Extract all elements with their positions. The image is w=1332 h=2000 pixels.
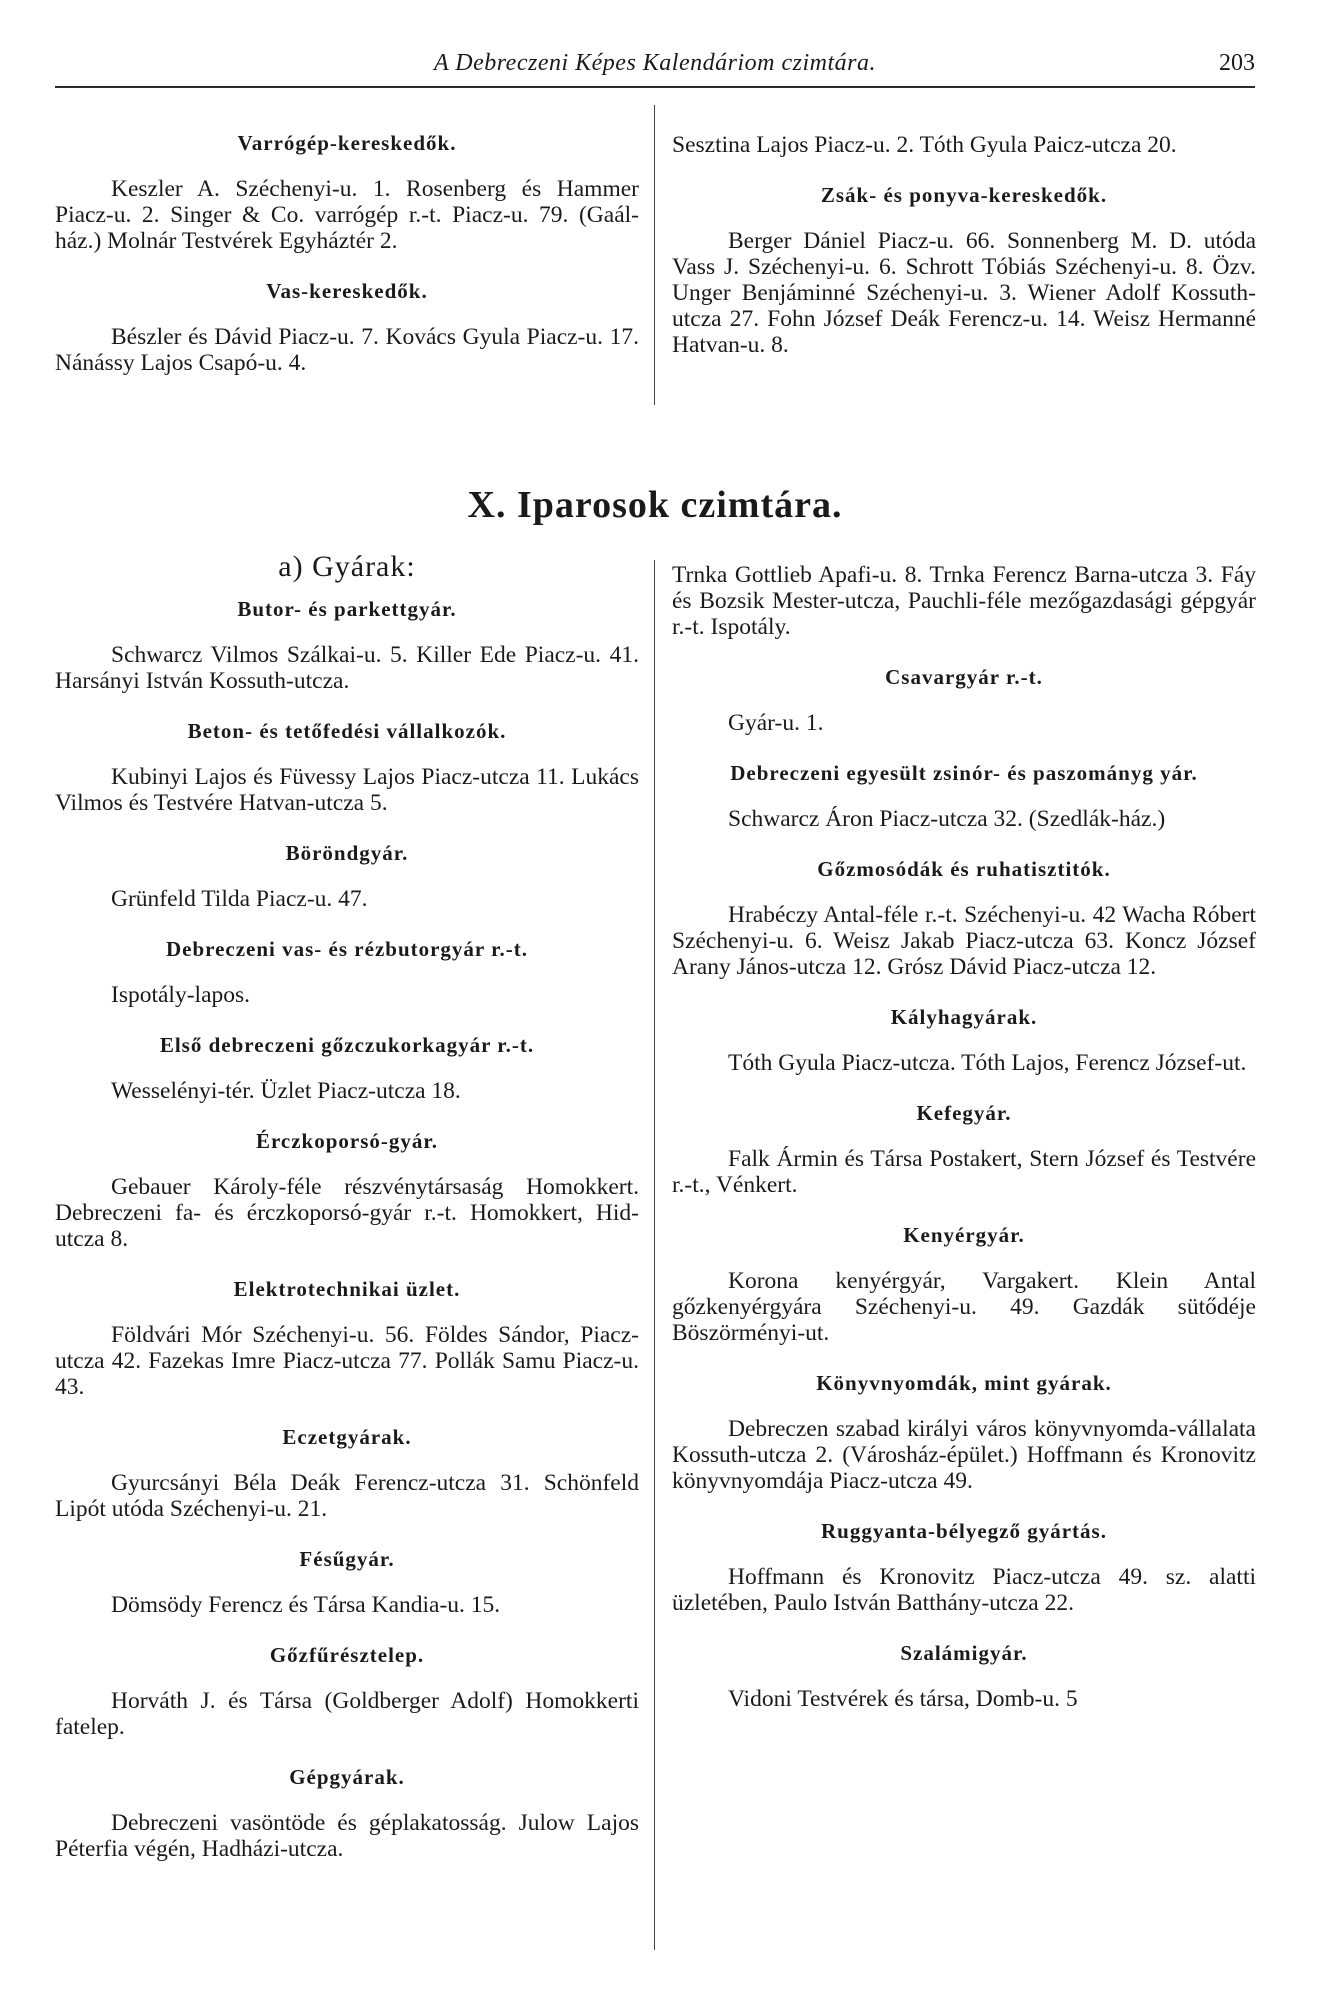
paragraph-rezbutor: Ispotály-lapos.: [111, 982, 251, 1008]
paragraph-konyvnyomda: Debreczen szabad királyi város könyvnyomda-vállalata Kossuth-utcza 2. (Városház-épület.) Hoffmann és Kronovitz könyvnyomdája Piacz-utcza 49.: [672, 1416, 1256, 1494]
paragraph-borond: Grünfeld Tilda Piacz-u. 47.: [111, 886, 368, 912]
heading-kalyha: Kályhagyárak.: [890, 1005, 1038, 1029]
paragraph-butor: Schwarcz Vilmos Szálkai-u. 5. Killer Ede Piacz-u. 41. Harsányi István Kossuth-utcza.: [55, 642, 639, 694]
paragraph-kefe: Falk Ármin és Társa Postakert, Stern József és Testvére r.-t., Vénkert.: [672, 1146, 1256, 1198]
paragraph-gozmosoda: Hrabéczy Antal-féle r.-t. Széchenyi-u. 42 Wacha Róbert Széchenyi-u. 6. Weisz Jakab Piacz-utcza 63. Koncz József Arany János-utcza 12. Grósz Dávid Piacz-utcza 12.: [672, 902, 1256, 980]
section-title: X. Iparosok czimtára.: [467, 484, 843, 526]
paragraph-czukorka: Wesselényi-tér. Üzlet Piacz-utcza 18.: [111, 1078, 461, 1104]
heading-zsak-ponyva: Zsák- és ponyva-kereskedők.: [820, 183, 1108, 207]
heading-gozmosoda: Gőzmosódák és ruhatisztitók.: [817, 857, 1111, 881]
column-divider-top: [654, 105, 655, 405]
heading-zsinor: Debreczeni egyesült zsinór- és paszományg yár.: [730, 761, 1198, 785]
paragraph-continuation: Sesztina Lajos Piacz-u. 2. Tóth Gyula Paicz-utcza 20.: [672, 132, 1177, 158]
paragraph-elektrotechnikai: Földvári Mór Széchenyi-u. 56. Földes Sándor, Piacz-utcza 42. Fazekas Imre Piacz-utcza 77. Pollák Samu Piacz-u. 43.: [55, 1322, 639, 1400]
paragraph-beton: Kubinyi Lajos és Füvessy Lajos Piacz-utcza 11. Lukács Vilmos és Testvére Hatvan-utcza 5.: [55, 764, 639, 816]
paragraph-varrogep: Keszler A. Széchenyi-u. 1. Rosenberg és Hammer Piacz-u. 2. Singer & Co. varrógép r.-t. Piacz-u. 79. (Gaál-ház.) Molnár Testvérek Egyháztér 2.: [55, 176, 639, 254]
heading-gepgyar: Gépgyárak.: [289, 1765, 405, 1789]
paragraph-zsinor: Schwarcz Áron Piacz-utcza 32. (Szedlák-ház.): [728, 806, 1166, 832]
top-right-column: [672, 132, 1256, 358]
running-title: A Debreczeni Képes Kalendáriom czimtára.: [434, 50, 876, 76]
top-left-column: [55, 124, 639, 376]
subsection-title: a) Gyárak:: [278, 550, 416, 583]
bottom-right-column: [672, 562, 1256, 1712]
paragraph-ruggyanta: Hoffmann és Kronovitz Piacz-utcza 49. sz. alatti üzletében, Paulo István Batthány-utcza 22.: [672, 1564, 1256, 1616]
heading-ruggyanta: Ruggyanta-bélyegző gyártás.: [821, 1519, 1107, 1543]
bottom-left-column: [55, 550, 639, 1862]
column-divider-bottom: [654, 560, 655, 1950]
paragraph-zsak-ponyva: Berger Dániel Piacz-u. 66. Sonnenberg M. D. utóda Vass J. Széchenyi-u. 6. Schrott Tóbiás Széchenyi-u. 8. Özv. Unger Benjáminné Széchenyi-u. 3. Wiener Adolf Kossuth-utcza 27. Fohn József Deák Ferencz-u. 14. Weisz Hermanné Hatvan-u. 8.: [672, 228, 1256, 358]
heading-butor: Butor- és parkettgyár.: [237, 597, 457, 621]
running-header: [55, 44, 1255, 88]
paragraph-eczet: Gyurcsányi Béla Deák Ferencz-utcza 31. Schönfeld Lipót utóda Széchenyi-u. 21.: [55, 1470, 639, 1522]
heading-eczet: Eczetgyárak.: [282, 1425, 412, 1449]
heading-kenyer: Kenyérgyár.: [903, 1223, 1025, 1247]
paragraph-fesu: Dömsödy Ferencz és Társa Kandia-u. 15.: [111, 1592, 501, 1618]
heading-beton: Beton- és tetőfedési vállalkozók.: [187, 719, 507, 743]
heading-borond: Böröndgyár.: [285, 841, 409, 865]
heading-elektrotechnikai: Elektrotechnikai üzlet.: [233, 1277, 461, 1301]
heading-szalami: Szalámigyár.: [900, 1641, 1028, 1665]
paragraph-kalyha: Tóth Gyula Piacz-utcza. Tóth Lajos, Ferencz József-ut.: [728, 1050, 1247, 1076]
heading-rezbutor: Debreczeni vas- és rézbutorgyár r.-t.: [165, 937, 529, 961]
heading-fesu: Fésűgyár.: [299, 1547, 395, 1571]
paragraph-vas-kereskedok: Bészler és Dávid Piacz-u. 7. Kovács Gyula Piacz-u. 17. Nánássy Lajos Csapó-u. 4.: [55, 324, 639, 376]
paragraph-gepgyar-cont: Trnka Gottlieb Apafi-u. 8. Trnka Ferencz Barna-utcza 3. Fáy és Bozsik Mester-utcza, Pauchli-féle mezőgazdasági gépgyár r.-t. Ispotály.: [672, 562, 1256, 640]
paragraph-csavar: Gyár-u. 1.: [728, 710, 824, 736]
paragraph-koporso: Gebauer Károly-féle részvénytársaság Homokkert. Debreczeni fa- és érczkoporsó-gyár r.-t. Homokkert, Hid-utcza 8.: [55, 1174, 639, 1252]
heading-gozfureszt: Gőzfűrésztelep.: [269, 1643, 425, 1667]
heading-varrogep: Varrógép-kereskedők.: [237, 131, 457, 155]
paragraph-gozfureszt: Horváth J. és Társa (Goldberger Adolf) Homokkerti fatelep.: [55, 1688, 639, 1740]
paragraph-kenyer: Korona kenyérgyár, Vargakert. Klein Antal gőzkenyérgyára Széchenyi-u. 49. Gazdák sütődéje Böszörményi-ut.: [672, 1268, 1256, 1346]
heading-czukorka: Első debreczeni gőzczukorkagyár r.-t.: [159, 1033, 535, 1057]
heading-kefe: Kefegyár.: [916, 1101, 1012, 1125]
heading-csavar: Csavargyár r.-t.: [885, 665, 1043, 689]
heading-konyvnyomda: Könyvnyomdák, mint gyárak.: [816, 1371, 1112, 1395]
paragraph-szalami: Vidoni Testvérek és társa, Domb-u. 5: [728, 1686, 1078, 1712]
paragraph-gepgyar: Debreczeni vasöntöde és géplakatosság. Julow Lajos Péterfia végén, Hadházi-utcza.: [55, 1810, 639, 1862]
heading-koporso: Érczkoporsó-gyár.: [255, 1129, 439, 1153]
heading-vas-kereskedok: Vas-kereskedők.: [266, 279, 428, 303]
page-number: 203: [1219, 50, 1255, 76]
